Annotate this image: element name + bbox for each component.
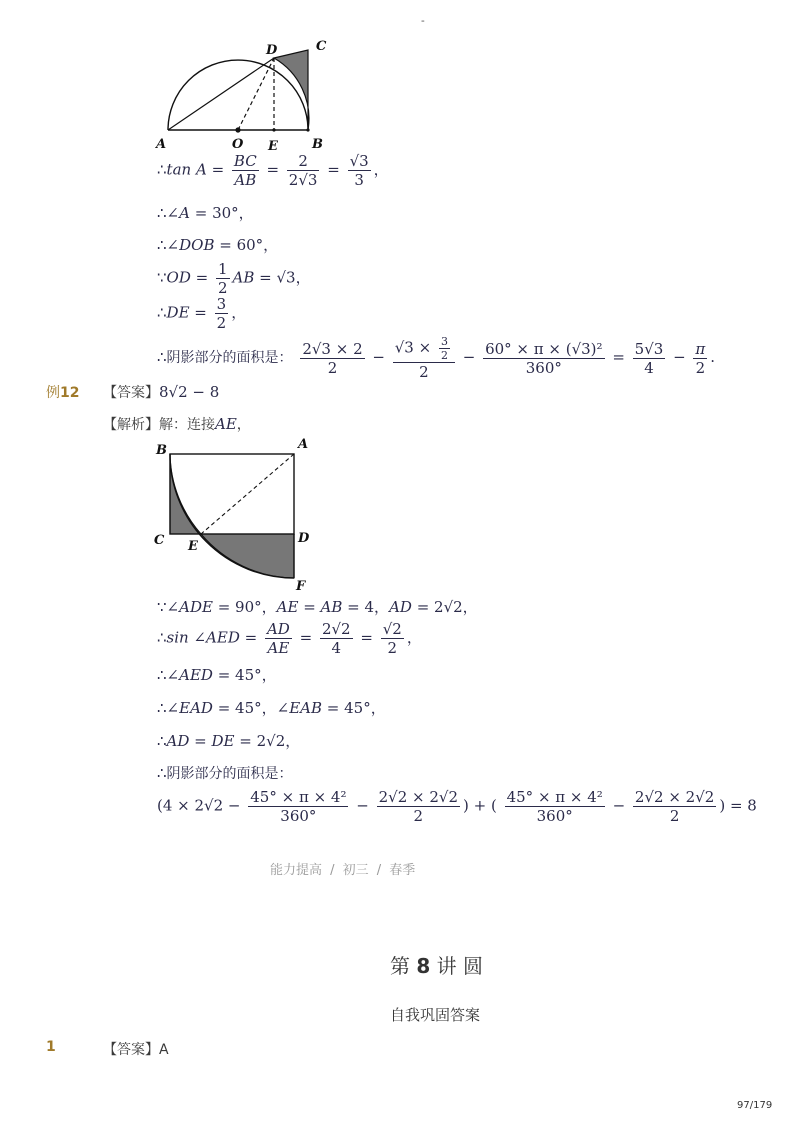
question-1-answer: 【答案】A — [103, 1042, 169, 1058]
label-f2: F — [296, 579, 306, 594]
point-b — [306, 128, 309, 131]
point-e — [272, 128, 275, 131]
semicircle-figure — [150, 30, 350, 160]
segment-ae — [201, 454, 294, 534]
label-c: C — [316, 39, 327, 54]
segment-ad — [168, 58, 274, 130]
page-number: 97/179 — [737, 1100, 773, 1111]
label-e: E — [268, 139, 278, 154]
eq-angle-aed: ∴∠AED = 45°， — [157, 666, 277, 684]
segment-od — [238, 58, 274, 130]
question-1-number: 1 — [46, 1039, 56, 1055]
shaded-region-bottom — [201, 534, 294, 578]
label-c2: C — [154, 533, 165, 548]
eq-ade: ∵∠ADE = 90°，AE = AB = 4，AD = 2√2， — [157, 598, 478, 616]
shaded-region-1 — [274, 50, 309, 130]
label-b: B — [312, 137, 323, 152]
label-a: A — [156, 137, 167, 152]
top-mark: - — [421, 14, 425, 27]
example-12-answer: 【答案】8√2 − 8 — [103, 383, 220, 401]
shaded-region-left — [170, 454, 201, 534]
footer-course: 能力提高 / 初三 / 春季 — [270, 863, 416, 878]
label-o: O — [232, 137, 244, 152]
eq-shaded-area-2: (4 × 2√2 − $\frac{\text{45° × π × 4²}}{360^\circ}$ − $\frac{2√2 \times 2√2}{2}$ ) + ( $\frac{\text{45° × π × 4²}}{360^\circ}$ − $\frac{2√2 \times 2√2}{2}$ ) = 8 — [157, 788, 757, 825]
lecture-subtitle: 自我巩固答案 — [390, 1006, 481, 1024]
semicircle-arc — [168, 60, 308, 130]
square-arc-figure — [150, 436, 320, 592]
eq-angle-a: ∴∠A = 30°， — [157, 204, 254, 222]
eq-angle-dob: ∴∠DOB = 60°， — [157, 236, 279, 254]
eq-ad-de: ∴AD = DE = 2√2， — [157, 732, 301, 750]
label-a2: A — [298, 437, 309, 452]
example-12-label: 例12 — [46, 385, 80, 401]
eq-shaded-area-1: ∴阴影部分的面积是： $\frac{2√3 \times 2}{2}$ − √3 × $\frac{3}{2}$ 2 − $\frac{\text{60° × π × (√3)²}}{360^\circ}$ = $\frac{5√3}{4}$ − $\frac{\pi}{2}$ . — [157, 335, 716, 381]
label-d2: D — [298, 531, 310, 546]
eq-angle-ead: ∴∠EAD = 45°，∠EAB = 45°， — [157, 699, 386, 717]
lecture-title: 第 8 讲 圆 — [390, 954, 483, 978]
label-e2: E — [188, 539, 198, 554]
label-b2: B — [156, 443, 167, 458]
shaded-area-text-2: ∴阴影部分的面积是： — [157, 764, 293, 782]
example-12-analysis: 【解析】解：连接AE， — [103, 415, 251, 433]
label-d: D — [266, 43, 278, 58]
point-o — [235, 127, 240, 132]
eq-tan-a: ∴tan A = $\frac{BC}{AB}$ = $\frac{2}{2√3}$ = $\frac{√3}{3}$ ， — [157, 152, 389, 189]
eq-sin-aed: ∴sin ∠AED = $\frac{AD}{AE}$ = $\frac{2√2}{4}$ = $\frac{√2}{2}$ ， — [157, 620, 422, 657]
eq-od: ∵OD = $\frac{1}{2}$ AB = √3， — [157, 260, 311, 297]
eq-de: ∴DE = $\frac{3}{2}$ ， — [157, 295, 247, 332]
